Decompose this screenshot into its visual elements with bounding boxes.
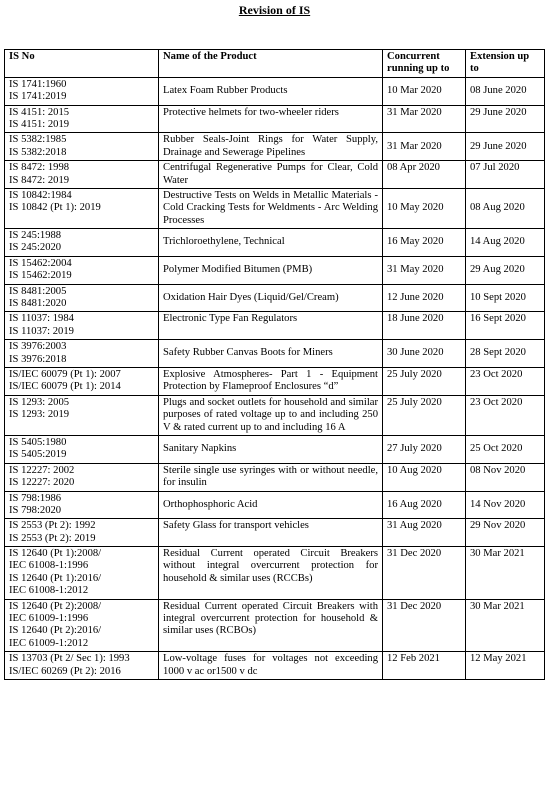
is-number: IS 3976:2018 [9, 353, 67, 365]
table-row [5, 491, 545, 519]
table-row [5, 652, 545, 680]
table-row [5, 395, 545, 435]
extension-date: 23 Oct 2020 [466, 395, 545, 435]
is-number: IEC 61009-1:1996 [9, 613, 89, 625]
concurrent-date: 31 Dec 2020 [383, 599, 466, 652]
extension-date: 07 Jul 2020 [466, 161, 545, 189]
is-number: IS 4151: 2015 [9, 106, 70, 118]
is-number-cell [5, 519, 159, 547]
is-number: IS 13703 (Pt 2/ Sec 1): 1993 [9, 653, 130, 665]
is-number: IS 11037: 2019 [9, 325, 74, 337]
is-number: IS 2553 (Pt 2): 1992 [9, 520, 96, 532]
extension-date: 29 Nov 2020 [466, 519, 545, 547]
header-product-name: Name of the Product [159, 50, 383, 78]
is-number: IS 4151: 2019 [9, 118, 70, 130]
product-name: Protective helmets for two-wheeler riders [159, 105, 383, 133]
is-number: IS 15462:2004 [9, 257, 72, 269]
product-name: Explosive Atmospheres- Part 1 - Equipment Protection by Flameproof Enclosures “d” [159, 367, 383, 395]
header-extension: Extension up to [466, 50, 545, 78]
concurrent-date: 25 July 2020 [383, 395, 466, 435]
product-name: Latex Foam Rubber Products [159, 77, 383, 105]
is-number: IS/IEC 60269 (Pt 2): 2016 [9, 665, 121, 677]
product-name: Residual Current operated Circuit Breakers with integral overcurrent protection for household & similar uses (RCBOs) [159, 599, 383, 652]
is-number: IS 8472: 2019 [9, 174, 70, 186]
extension-date: 29 June 2020 [466, 133, 545, 161]
concurrent-date: 16 Aug 2020 [383, 491, 466, 519]
is-number: IEC 61008-1:1996 [9, 560, 89, 572]
is-number: IS 12227: 2002 [9, 464, 75, 476]
is-number: IS 8481:2020 [9, 298, 67, 310]
is-number-cell [5, 105, 159, 133]
table-body [5, 77, 545, 679]
is-number: IS 12640 (Pt 2):2008/ [9, 600, 102, 612]
product-name: Safety Glass for transport vehicles [159, 519, 383, 547]
product-name: Low-voltage fuses for voltages not exceeding 1000 v ac or1500 v dc [159, 652, 383, 680]
is-number: IS 12227: 2020 [9, 477, 75, 489]
product-name: Residual Current operated Circuit Breakers without integral overcurrent protection for household & similar uses (RCCBs) [159, 547, 383, 600]
extension-date: 28 Sept 2020 [466, 340, 545, 368]
concurrent-date: 25 July 2020 [383, 367, 466, 395]
table-row [5, 367, 545, 395]
is-number-cell [5, 161, 159, 189]
product-name: Orthophosphoric Acid [159, 491, 383, 519]
is-number: IS 12640 (Pt 2):2016/ [9, 625, 102, 637]
is-number: IS 3976:2003 [9, 341, 67, 353]
concurrent-date: 12 Feb 2021 [383, 652, 466, 680]
is-number: IEC 61008-1:2012 [9, 585, 89, 597]
is-number: IS 2553 (Pt 2): 2019 [9, 532, 96, 544]
header-concurrent: Concurrent running up to [383, 50, 466, 78]
concurrent-date: 31 Dec 2020 [383, 547, 466, 600]
is-number: IS 15462:2019 [9, 270, 72, 282]
product-name: Polymer Modified Bitumen (PMB) [159, 256, 383, 284]
is-number: IS 798:1986 [9, 492, 62, 504]
table-row [5, 229, 545, 257]
is-number: IS 8472: 1998 [9, 162, 70, 174]
extension-date: 12 May 2021 [466, 652, 545, 680]
is-number: IS 1741:1960 [9, 78, 67, 90]
concurrent-date: 31 May 2020 [383, 256, 466, 284]
is-number: IS 5405:1980 [9, 436, 67, 448]
is-number-cell [5, 312, 159, 340]
concurrent-date: 16 May 2020 [383, 229, 466, 257]
table-row [5, 599, 545, 652]
product-name: Sterile single use syringes with or without needle, for insulin [159, 463, 383, 491]
is-number: IS 798:2020 [9, 504, 62, 516]
table-row [5, 547, 545, 600]
is-number: IS 1293: 2005 [9, 396, 70, 408]
concurrent-date: 18 June 2020 [383, 312, 466, 340]
is-number: IS 11037: 1984 [9, 313, 74, 325]
table-row [5, 340, 545, 368]
is-number-cell [5, 599, 159, 652]
revision-table [4, 49, 545, 680]
concurrent-date: 30 June 2020 [383, 340, 466, 368]
is-number-cell [5, 77, 159, 105]
product-name: Centrifugal Regenerative Pumps for Clear, Cold Water [159, 161, 383, 189]
extension-date: 23 Oct 2020 [466, 367, 545, 395]
is-number-cell [5, 491, 159, 519]
extension-date: 14 Aug 2020 [466, 229, 545, 257]
concurrent-date: 31 Aug 2020 [383, 519, 466, 547]
product-name: Oxidation Hair Dyes (Liquid/Gel/Cream) [159, 284, 383, 312]
is-number: IS/IEC 60079 (Pt 1): 2014 [9, 381, 121, 393]
is-number: IEC 61009-1:2012 [9, 637, 89, 649]
table-row [5, 161, 545, 189]
is-number: IS 10842:1984 [9, 189, 72, 201]
is-number-cell [5, 188, 159, 228]
product-name: Safety Rubber Canvas Boots for Miners [159, 340, 383, 368]
is-number-cell [5, 547, 159, 600]
is-number-cell [5, 435, 159, 463]
is-number-cell [5, 133, 159, 161]
is-number: IS 8481:2005 [9, 285, 67, 297]
table-row [5, 284, 545, 312]
extension-date: 25 Oct 2020 [466, 435, 545, 463]
extension-date: 08 June 2020 [466, 77, 545, 105]
is-number: IS 1741:2019 [9, 91, 67, 103]
product-name: Sanitary Napkins [159, 435, 383, 463]
table-row [5, 435, 545, 463]
concurrent-date: 08 Apr 2020 [383, 161, 466, 189]
is-number-cell [5, 340, 159, 368]
product-name: Rubber Seals-Joint Rings for Water Supply, Drainage and Sewerage Pipelines [159, 133, 383, 161]
concurrent-date: 10 Aug 2020 [383, 463, 466, 491]
is-number: IS/IEC 60079 (Pt 1): 2007 [9, 368, 121, 380]
is-number-cell [5, 367, 159, 395]
concurrent-date: 27 July 2020 [383, 435, 466, 463]
is-number-cell [5, 229, 159, 257]
is-number-cell [5, 395, 159, 435]
extension-date: 08 Aug 2020 [466, 188, 545, 228]
table-row [5, 312, 545, 340]
concurrent-date: 10 May 2020 [383, 188, 466, 228]
concurrent-date: 12 June 2020 [383, 284, 466, 312]
is-number: IS 10842 (Pt 1): 2019 [9, 202, 101, 214]
table-row [5, 77, 545, 105]
table-header-row [5, 50, 545, 78]
is-number: IS 245:2020 [9, 242, 62, 254]
extension-date: 14 Nov 2020 [466, 491, 545, 519]
extension-date: 16 Sept 2020 [466, 312, 545, 340]
table-row [5, 188, 545, 228]
extension-date: 30 Mar 2021 [466, 547, 545, 600]
header-is-no: IS No [5, 50, 159, 78]
table-row [5, 133, 545, 161]
table-row [5, 519, 545, 547]
table-row [5, 105, 545, 133]
is-number-cell [5, 652, 159, 680]
is-number: IS 245:1988 [9, 230, 62, 242]
extension-date: 29 Aug 2020 [466, 256, 545, 284]
extension-date: 10 Sept 2020 [466, 284, 545, 312]
extension-date: 29 June 2020 [466, 105, 545, 133]
is-number: IS 5405:2019 [9, 449, 67, 461]
extension-date: 30 Mar 2021 [466, 599, 545, 652]
is-number-cell [5, 284, 159, 312]
product-name: Destructive Tests on Welds in Metallic Materials - Cold Cracking Tests for Weldments - Arc Welding Processes [159, 188, 383, 228]
is-number: IS 12640 (Pt 1):2016/ [9, 572, 102, 584]
table-row [5, 463, 545, 491]
product-name: Plugs and socket outlets for household and similar purposes of rated voltage up to and including 250 V & rated current up to and including 16 A [159, 395, 383, 435]
concurrent-date: 31 Mar 2020 [383, 105, 466, 133]
extension-date: 08 Nov 2020 [466, 463, 545, 491]
is-number-cell [5, 463, 159, 491]
is-number: IS 5382:2018 [9, 146, 67, 158]
concurrent-date: 31 Mar 2020 [383, 133, 466, 161]
page-title: Revision of IS [238, 3, 311, 17]
product-name: Trichloroethylene, Technical [159, 229, 383, 257]
concurrent-date: 10 Mar 2020 [383, 77, 466, 105]
is-number: IS 12640 (Pt 1):2008/ [9, 548, 102, 560]
is-number: IS 1293: 2019 [9, 409, 70, 421]
is-number: IS 5382:1985 [9, 134, 67, 146]
is-number-cell [5, 256, 159, 284]
product-name: Electronic Type Fan Regulators [159, 312, 383, 340]
table-row [5, 256, 545, 284]
